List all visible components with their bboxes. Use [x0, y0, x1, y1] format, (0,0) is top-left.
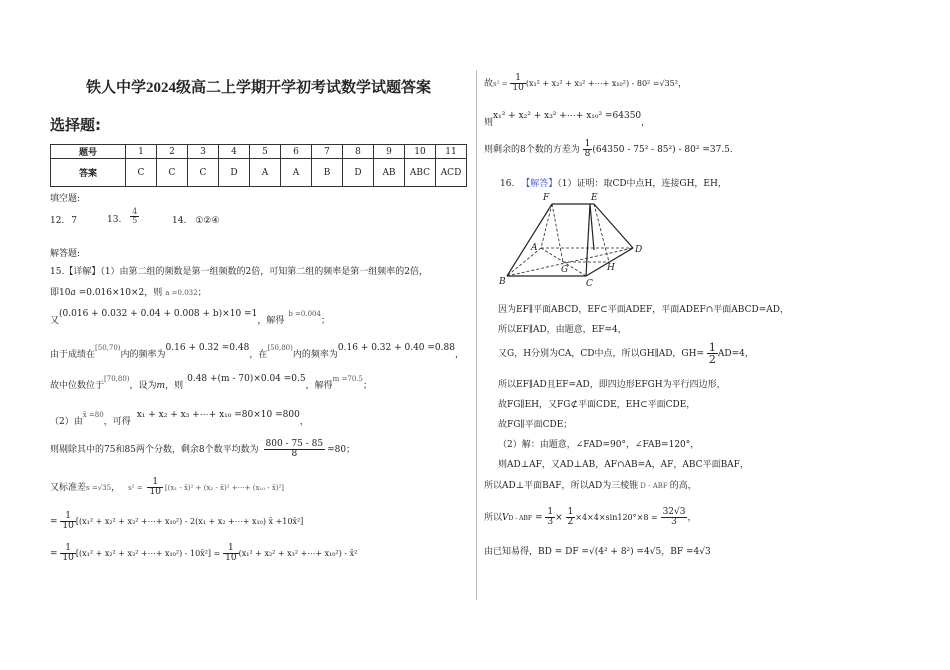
math: D - ABF	[640, 482, 668, 490]
text: ．	[729, 145, 739, 155]
r-line-l2: 所以EF∥AD，由题意，EF=4，	[498, 325, 627, 335]
table-number-cell: 4	[219, 145, 250, 159]
denominator: 10	[225, 553, 237, 563]
q14	[172, 216, 219, 226]
text: 由已知易得，	[484, 547, 539, 557]
p15-line-1	[50, 264, 428, 277]
math: s² =	[493, 80, 508, 88]
table-number-cell: 3	[188, 145, 219, 159]
denominator: 8	[291, 449, 298, 459]
edge-fb	[507, 204, 552, 276]
q14-answer: ①②④	[195, 216, 220, 226]
text: ；	[362, 381, 372, 391]
text: ，解得	[257, 316, 285, 326]
text: 的高，	[669, 481, 697, 491]
table-answer-cell: ABC	[405, 159, 436, 187]
table-answer-cell: C	[157, 159, 188, 187]
edge-fa	[541, 204, 552, 248]
denominator: 2	[708, 353, 716, 366]
math: V	[502, 513, 509, 523]
math: m =70.5	[332, 375, 363, 383]
r-line-l9	[484, 478, 697, 491]
math: (x₁² + x₂² + x₃² +⋯+ x₁₀²) - x̄²	[238, 549, 358, 558]
text: ，	[454, 350, 464, 360]
math: (64350 - 75² - 85²) - 80² =37.5	[592, 145, 730, 155]
text: 所以	[484, 513, 503, 523]
table-answer-cell: ACD	[436, 159, 467, 187]
table-number-cell: 10	[405, 145, 436, 159]
text: 则	[484, 118, 494, 128]
table-answer-cell: C	[126, 159, 157, 187]
math-subscript: D - ABF	[508, 515, 533, 522]
r-line-1	[484, 74, 687, 93]
table-answer-cell: B	[312, 159, 343, 187]
edge-fg	[552, 204, 563, 262]
fraction	[223, 544, 238, 563]
math: x̄ =80	[82, 411, 104, 419]
r-line-l3	[498, 342, 754, 365]
numerator: 1	[60, 512, 75, 522]
r-line-l11	[484, 544, 711, 557]
solve-section-heading: 解答题:	[50, 249, 81, 259]
table-number-cell: 8	[343, 145, 374, 159]
column-divider	[476, 70, 477, 600]
math: [50,80)	[267, 344, 293, 352]
math: [(x₁² + x₂² + x₃² +⋯+ x₁₀²) - 2(x₁ + x₂ +⋯+ x₁₀) x̄ +10x̄²]	[75, 517, 304, 526]
p15-line-6	[50, 407, 309, 427]
choice-section-heading: 选择题:	[50, 116, 101, 134]
r-line-l7: （2）解：由题意，∠FAD=90°，∠FAB=120°，	[498, 440, 700, 450]
p15-line-3	[50, 306, 330, 326]
math: x₁² + x₂² + x₃² +⋯+ x₁₀² =64350	[493, 111, 642, 121]
text: =80；	[327, 445, 356, 455]
denominator: 8	[584, 149, 591, 159]
p15-text: （1）由第二组的频数是第一组频数的2倍，可知第二组的频率是第一组频率的2倍，	[100, 267, 429, 277]
numerator: 1	[223, 544, 238, 554]
text: =	[534, 513, 543, 523]
math: [(x₁ - x̄)² + (x₂ - x̄)² +⋯+ (x₁₀ - x̄)²]	[164, 484, 285, 492]
numerator: 1	[567, 507, 574, 517]
table-answer-cell: A	[250, 159, 281, 187]
math: a =0.032	[165, 289, 198, 297]
text: 故	[484, 79, 494, 89]
text: 内的频率为	[292, 350, 338, 360]
fraction	[707, 342, 718, 365]
r-line-l5: 故FG∥EH，又FG⊄平面CDE，EH⊂平面CDE，	[498, 400, 696, 410]
label-h: H	[607, 263, 615, 273]
p15-line-8	[50, 478, 284, 497]
r-line-3	[484, 140, 739, 159]
p15-tag: 15.【详解】	[50, 267, 101, 277]
text: 内的频率为	[120, 350, 166, 360]
math: ×4×4×sin120°×8 =	[575, 513, 658, 522]
text: ，设为	[129, 381, 157, 391]
numerator: 1	[60, 544, 75, 554]
r-line-l6: 故FG∥平面CDE；	[498, 420, 573, 430]
var: m	[156, 381, 166, 391]
var: a	[70, 288, 76, 298]
page-title: 铁人中学2024级高二上学期开学初考试数学试题答案	[86, 80, 432, 96]
table-answer-cell: D	[219, 159, 250, 187]
numerator: 1	[147, 478, 162, 488]
numerator: 1	[547, 507, 554, 517]
text: 则剔除其中的75和85两个分数，剩余8个数平均数为	[50, 445, 259, 455]
p15-line-5	[50, 371, 372, 391]
q12-answer: 7	[71, 216, 77, 226]
table-number-cell: 6	[281, 145, 312, 159]
q12-number: 12.	[50, 216, 65, 226]
p15-line-4	[50, 340, 464, 360]
denominator: 10	[512, 83, 524, 93]
r-line-l4: 所以EF∥AD且EF=AD，即四边形EFGH为平行四边形，	[498, 380, 726, 390]
label-b: B	[499, 277, 506, 287]
denominator: 3	[547, 517, 554, 527]
table-answer-cell: A	[281, 159, 312, 187]
q13	[107, 208, 139, 225]
text: ，	[687, 513, 697, 523]
math: (0.016 + 0.032 + 0.04 + 0.008 + b)×10 =1	[59, 309, 258, 319]
q13-denominator: 5	[132, 216, 138, 225]
text: ×	[555, 513, 563, 523]
r-line-l8: 则AD⊥AF，又AD⊥AB，AF∩AB=A，AF，ABC平面BAF，	[498, 460, 749, 470]
text: =	[50, 549, 58, 559]
fill-section-heading: 填空题:	[50, 194, 81, 204]
label-g: G	[561, 265, 569, 275]
edge-eb-short	[590, 204, 594, 250]
text: AD=4，	[717, 349, 754, 359]
fraction	[510, 74, 525, 93]
fraction	[60, 544, 75, 563]
math: x₁ + x₂ + x₃ +⋯+ x₁₀ =80×10 =800	[136, 410, 300, 420]
edge-ec	[586, 204, 590, 276]
q14-number: 14.	[172, 216, 187, 226]
math: 0.16 + 0.32 + 0.40 =0.88	[337, 343, 455, 353]
text: =	[50, 517, 58, 527]
math: b =0.004	[288, 310, 321, 318]
math: (x₁² + x₂² + x₃² +⋯+ x₁₀²) - 80² =√35²	[525, 79, 678, 88]
table-number-cell: 7	[312, 145, 343, 159]
p16-tag: 【解答】	[521, 179, 558, 189]
table-number-cell: 5	[250, 145, 281, 159]
text: 所以AD⊥平面BAF，所以AD为三棱锥	[484, 481, 639, 491]
denominator: 3	[671, 517, 677, 527]
label-c: C	[586, 279, 593, 288]
denominator: 10	[149, 487, 161, 497]
math: s² =	[128, 484, 143, 492]
text: ，	[641, 118, 651, 128]
text: ；	[197, 288, 207, 298]
math: 0.16 + 0.32 =0.48	[165, 343, 250, 353]
text: ，	[677, 79, 687, 89]
table-answer-cell: D	[343, 159, 374, 187]
math: s =√35	[86, 484, 112, 492]
table-number-cell: 9	[374, 145, 405, 159]
p15-line-7	[50, 440, 355, 459]
table-number-cell: 11	[436, 145, 467, 159]
text: =0.016×10×2，则	[75, 288, 163, 298]
text: ；	[320, 316, 330, 326]
math: [(x₁² + x₂² + x₃² +⋯+ x₁₀²) - 10x̄²] =	[75, 549, 221, 558]
text: ，解得	[305, 381, 333, 391]
fraction	[661, 508, 688, 527]
text: ，	[111, 483, 121, 493]
numerator: 32√3	[662, 507, 686, 517]
text: （1）证明：取CD中点H，连接GH，EH，	[557, 179, 727, 189]
text: ，	[299, 417, 309, 427]
q13-fraction	[130, 208, 139, 225]
r-line-2	[484, 108, 651, 128]
text: ，则	[165, 381, 184, 391]
p15-line-10	[50, 544, 357, 563]
text: ，在	[249, 350, 268, 360]
geometry-figure	[495, 190, 645, 288]
text: ，可得	[103, 417, 131, 427]
fraction	[545, 508, 555, 527]
numerator: 1	[708, 341, 716, 354]
p16-heading	[500, 176, 727, 189]
label-f: F	[543, 193, 550, 203]
table-number-cell: 1	[126, 145, 157, 159]
p15-line-9	[50, 512, 303, 531]
r-line-l1: 因为EF∥平面ABCD，EF⊂平面ADEF，平面ADEF∩平面ABCD=AD，	[498, 305, 789, 315]
denominator: 10	[62, 521, 74, 531]
text: 又	[50, 316, 60, 326]
numerator: 800 - 75 - 85	[265, 439, 324, 449]
fraction	[147, 478, 162, 497]
text: 故中位数位于	[50, 381, 105, 391]
math: BD = DF =√(4² + 8²) =4√5，BF =4√3	[538, 547, 711, 557]
text: 又标准差	[50, 483, 87, 493]
p15-line-2	[50, 285, 207, 298]
answer-table	[50, 144, 467, 187]
fill-answers	[50, 216, 77, 226]
fraction	[60, 512, 75, 531]
numerator: 1	[510, 74, 525, 84]
text: 则剩余的8个数的方差为	[484, 145, 580, 155]
q13-number: 13.	[107, 215, 122, 225]
p16-number: 16.	[500, 179, 515, 189]
table-header-cell: 题号	[51, 145, 126, 159]
fraction	[566, 508, 576, 527]
label-d: D	[635, 245, 643, 255]
denominator: 10	[62, 553, 74, 563]
table-row	[51, 145, 467, 159]
text: 即10	[50, 288, 71, 298]
table-row	[51, 159, 467, 187]
text: 由于成绩在	[50, 350, 96, 360]
text: （2）由	[50, 417, 83, 427]
math: [70,80)	[104, 375, 130, 383]
table-number-cell: 2	[157, 145, 188, 159]
r-line-l10	[484, 508, 697, 527]
table-answer-label: 答案	[51, 159, 126, 187]
fraction	[264, 440, 326, 459]
text: 又G，H分别为CA，CD中点，所以GH∥AD，GH=	[498, 349, 705, 359]
numerator: 1	[584, 139, 591, 149]
label-e: E	[591, 193, 598, 203]
fraction	[583, 140, 593, 159]
math: [50,70)	[95, 344, 121, 352]
label-a: A	[531, 243, 538, 253]
math: 0.48 +(m - 70)×0.04 =0.5	[187, 374, 306, 384]
denominator: 2	[567, 517, 574, 527]
table-answer-cell: C	[188, 159, 219, 187]
q13-numerator: 4	[132, 207, 138, 216]
table-answer-cell: AB	[374, 159, 405, 187]
